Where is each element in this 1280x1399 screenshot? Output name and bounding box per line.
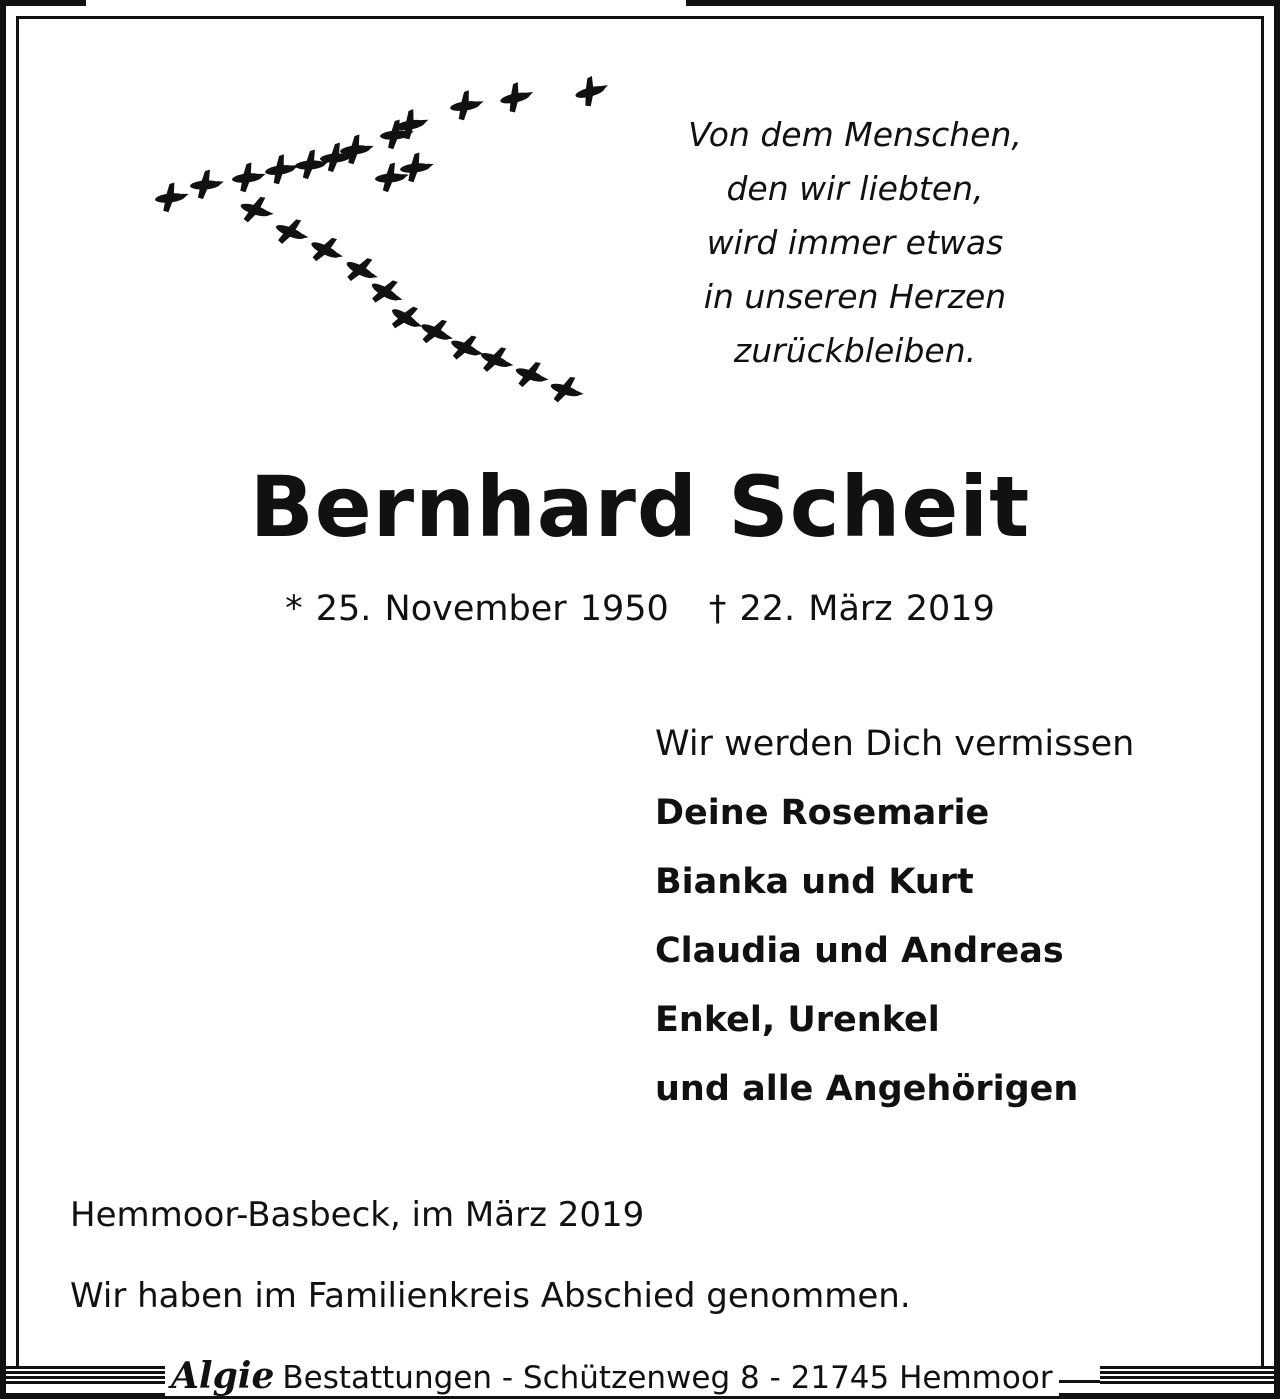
verse-line: Von dem Menschen,	[688, 115, 1022, 154]
footer	[0, 1356, 1280, 1396]
bird-silhouette	[189, 169, 225, 200]
place-date: Hemmoor-Basbeck, im März 2019	[70, 1195, 645, 1235]
bird-silhouette	[305, 230, 348, 271]
mourner-name: Enkel, Urenkel	[655, 1000, 940, 1040]
bird-silhouette	[476, 340, 518, 380]
verse-line: in unseren Herzen	[703, 277, 1007, 316]
funeral-home	[165, 1356, 1059, 1396]
bird-silhouette	[511, 356, 553, 395]
farewell-note: Wir haben im Familienkreis Abschied genommen.	[70, 1276, 911, 1316]
bird-silhouette	[271, 212, 313, 252]
mourner-name: Bianka und Kurt	[655, 862, 974, 902]
footer-rule-left	[6, 1366, 176, 1386]
bird-silhouette	[236, 191, 277, 229]
bird-silhouette	[231, 161, 268, 193]
mourner-name: Claudia und Andreas	[655, 931, 1064, 971]
funeral-home-address: Bestattungen - Schützenweg 8 - 21745 Hemmoor	[282, 1360, 1053, 1396]
mourners-list	[655, 710, 1134, 1124]
memorial-verse	[640, 108, 1070, 378]
bird-silhouette	[448, 89, 486, 122]
bird-silhouette	[415, 312, 458, 353]
bird-silhouette	[154, 181, 191, 213]
birth-date: * 25. November 1950	[285, 589, 669, 629]
bird-silhouette	[446, 328, 489, 368]
bird-silhouette	[497, 79, 536, 114]
verse-line: wird immer etwas	[706, 223, 1004, 262]
bird-silhouette	[263, 153, 301, 186]
mourner-name: Deine Rosemarie	[655, 793, 990, 833]
mourners-intro: Wir werden Dich vermissen	[655, 724, 1135, 764]
footer-rule-right	[1100, 1366, 1274, 1386]
bird-silhouette	[546, 371, 587, 409]
life-dates	[0, 584, 1280, 634]
death-date: † 22. März 2019	[708, 589, 995, 629]
bird-silhouette	[385, 297, 429, 340]
deceased-name: Bernhard Scheit	[249, 458, 1031, 556]
flock-of-birds-icon	[135, 70, 615, 420]
bird-silhouette	[572, 73, 612, 110]
funeral-home-logo: Algie	[171, 1355, 275, 1397]
verse-line: den wir liebten,	[726, 169, 984, 208]
border-gap	[86, 0, 686, 12]
mourner-name: und alle Angehörigen	[655, 1069, 1079, 1109]
bird-silhouette	[294, 149, 330, 180]
verse-line: zurückbleiben.	[733, 331, 977, 370]
